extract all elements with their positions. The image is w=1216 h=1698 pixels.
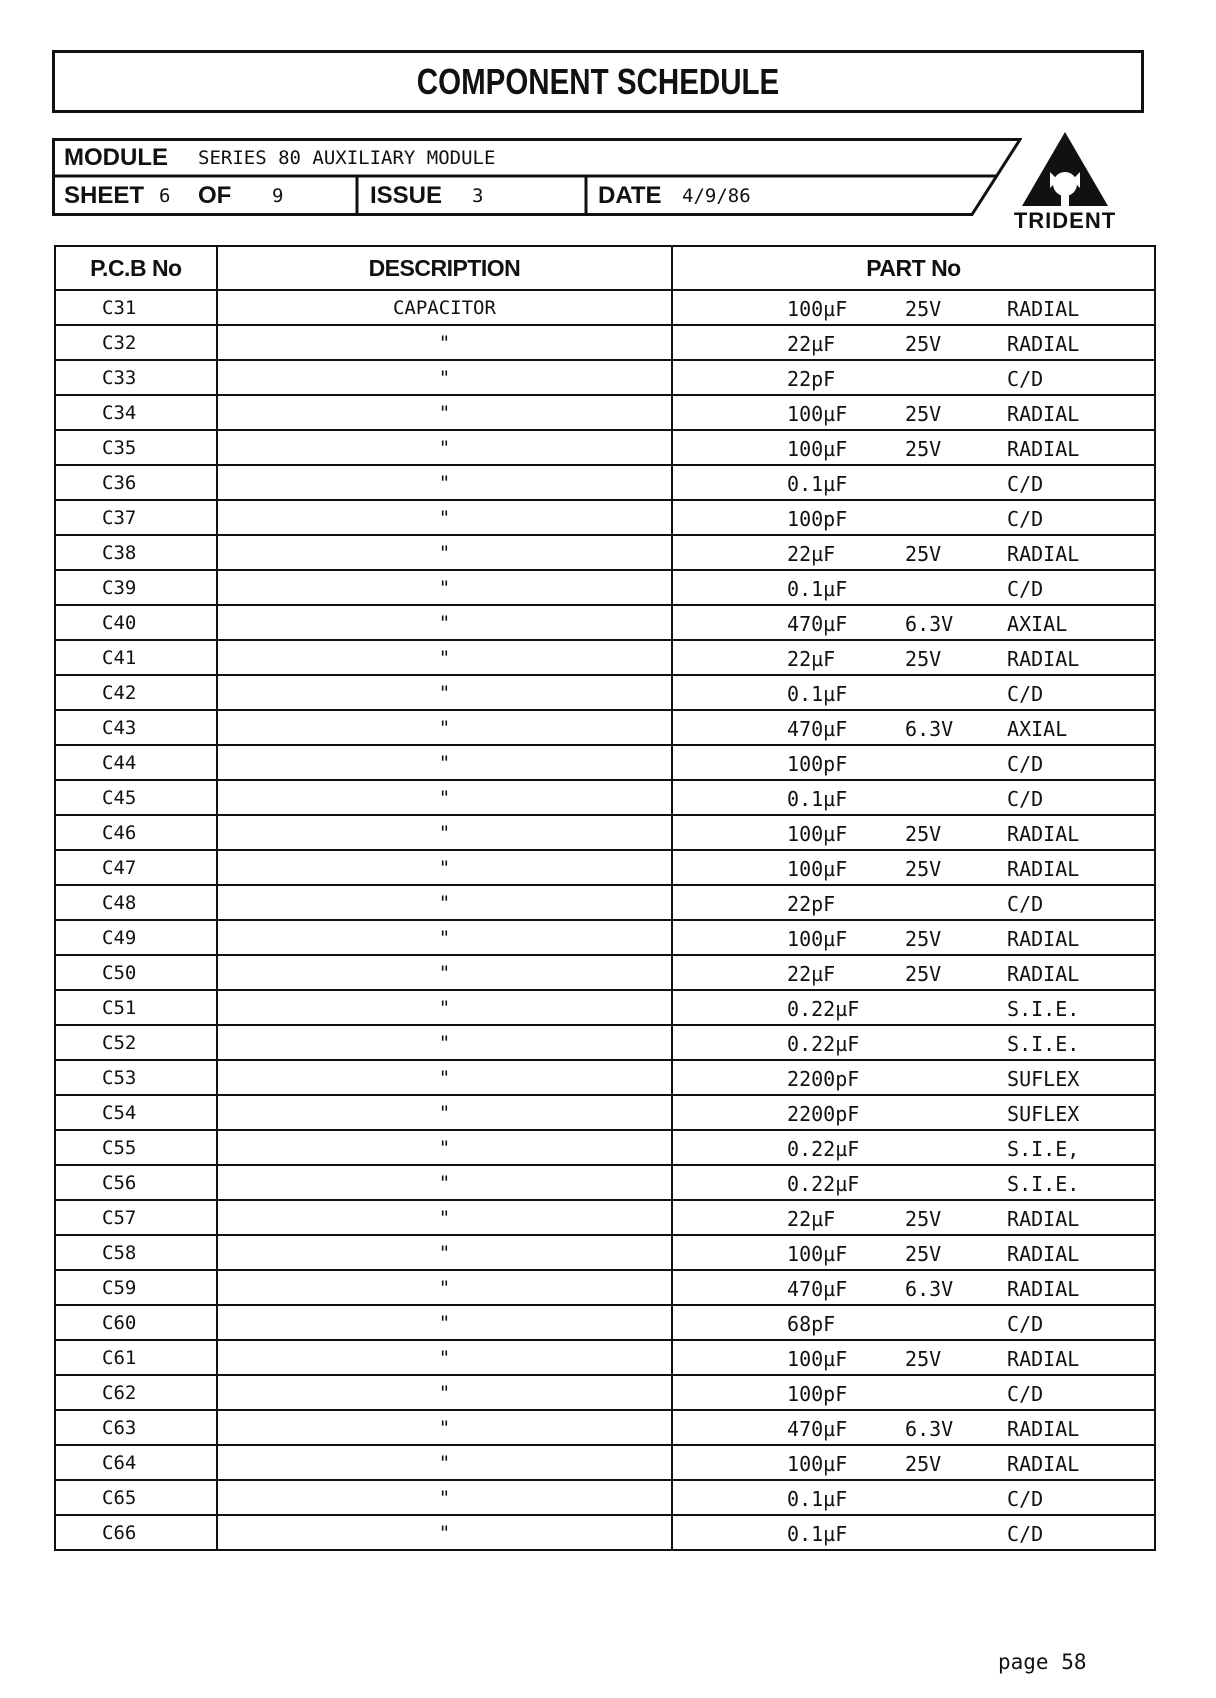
pcb-cell: C61 xyxy=(55,1340,217,1375)
description-cell: " xyxy=(217,570,672,605)
part-type: RADIAL xyxy=(1007,1347,1080,1371)
document-title xyxy=(52,50,1144,113)
module-label: MODULE xyxy=(64,144,168,171)
table-row xyxy=(55,745,1155,780)
table-row xyxy=(55,1165,1155,1200)
part-rating: 25V xyxy=(905,647,942,671)
description-cell: " xyxy=(217,1340,672,1375)
table-row xyxy=(55,885,1155,920)
part-no-cell xyxy=(672,500,1155,535)
pcb-cell: C41 xyxy=(55,640,217,675)
part-value: 100µF xyxy=(787,1347,848,1371)
part-no-cell xyxy=(672,570,1155,605)
part-type: RADIAL xyxy=(1007,647,1080,671)
part-no-cell xyxy=(672,605,1155,640)
description-cell: " xyxy=(217,955,672,990)
part-type: C/D xyxy=(1007,682,1044,706)
part-no-cell xyxy=(672,640,1155,675)
table-row xyxy=(55,675,1155,710)
part-no-cell xyxy=(672,465,1155,500)
part-rating: 25V xyxy=(905,1347,942,1371)
part-rating: 6.3V xyxy=(905,717,954,741)
description-cell: " xyxy=(217,1060,672,1095)
part-value: 100µF xyxy=(787,402,848,426)
description-cell: " xyxy=(217,675,672,710)
part-value: 470µF xyxy=(787,1417,848,1441)
pcb-cell: C52 xyxy=(55,1025,217,1060)
part-no-cell xyxy=(672,1480,1155,1515)
part-rating: 25V xyxy=(905,1452,942,1476)
part-no-cell xyxy=(672,1410,1155,1445)
part-value: 0.22µF xyxy=(787,1032,860,1056)
part-type: RADIAL xyxy=(1007,542,1080,566)
part-no-cell xyxy=(672,780,1155,815)
part-no-cell xyxy=(672,1095,1155,1130)
page-number: page 58 xyxy=(998,1650,1087,1674)
part-value: 100µF xyxy=(787,822,848,846)
pcb-cell: C45 xyxy=(55,780,217,815)
part-type: RADIAL xyxy=(1007,1207,1080,1231)
pcb-cell: C56 xyxy=(55,1165,217,1200)
table-row xyxy=(55,360,1155,395)
part-type: C/D xyxy=(1007,1522,1044,1546)
issue-value: 3 xyxy=(472,185,484,207)
part-value: 0.1µF xyxy=(787,577,848,601)
pcb-cell: C46 xyxy=(55,815,217,850)
pcb-cell: C39 xyxy=(55,570,217,605)
part-no-cell xyxy=(672,990,1155,1025)
table-row xyxy=(55,1410,1155,1445)
part-value: 100µF xyxy=(787,857,848,881)
part-rating: 6.3V xyxy=(905,1417,954,1441)
part-type: AXIAL xyxy=(1007,717,1068,741)
pcb-cell: C63 xyxy=(55,1410,217,1445)
part-type: C/D xyxy=(1007,1382,1044,1406)
part-no-cell xyxy=(672,1165,1155,1200)
table-row xyxy=(55,1445,1155,1480)
table-row xyxy=(55,570,1155,605)
header-block xyxy=(52,138,1022,216)
description-cell: " xyxy=(217,1515,672,1550)
table-row xyxy=(55,815,1155,850)
part-type: SUFLEX xyxy=(1007,1067,1080,1091)
part-no-cell xyxy=(672,1340,1155,1375)
part-rating: 6.3V xyxy=(905,612,954,636)
description-cell: " xyxy=(217,885,672,920)
part-type: C/D xyxy=(1007,472,1044,496)
part-type: RADIAL xyxy=(1007,297,1080,321)
part-no-cell xyxy=(672,1025,1155,1060)
part-type: C/D xyxy=(1007,507,1044,531)
header-description: DESCRIPTION xyxy=(217,246,672,290)
part-value: 22µF xyxy=(787,647,836,671)
part-type: RADIAL xyxy=(1007,332,1080,356)
part-type: RADIAL xyxy=(1007,822,1080,846)
pcb-cell: C49 xyxy=(55,920,217,955)
part-type: C/D xyxy=(1007,752,1044,776)
table-row xyxy=(55,430,1155,465)
part-type: S.I.E, xyxy=(1007,1137,1080,1161)
description-cell: " xyxy=(217,640,672,675)
part-value: 22µF xyxy=(787,962,836,986)
part-no-cell xyxy=(672,710,1155,745)
description-cell: " xyxy=(217,920,672,955)
table-row xyxy=(55,710,1155,745)
pcb-cell: C40 xyxy=(55,605,217,640)
part-value: 470µF xyxy=(787,1277,848,1301)
part-value: 100µF xyxy=(787,297,848,321)
table-row xyxy=(55,955,1155,990)
part-type: C/D xyxy=(1007,367,1044,391)
part-value: 2200pF xyxy=(787,1102,860,1126)
part-value: 0.1µF xyxy=(787,682,848,706)
pcb-cell: C32 xyxy=(55,325,217,360)
part-no-cell xyxy=(672,1060,1155,1095)
part-type: RADIAL xyxy=(1007,402,1080,426)
pcb-cell: C50 xyxy=(55,955,217,990)
part-value: 22pF xyxy=(787,367,836,391)
part-type: RADIAL xyxy=(1007,1417,1080,1441)
part-value: 2200pF xyxy=(787,1067,860,1091)
part-no-cell xyxy=(672,360,1155,395)
table-row xyxy=(55,1375,1155,1410)
pcb-cell: C57 xyxy=(55,1200,217,1235)
part-value: 0.1µF xyxy=(787,1487,848,1511)
part-rating: 25V xyxy=(905,1207,942,1231)
description-cell: " xyxy=(217,1025,672,1060)
description-cell: " xyxy=(217,1375,672,1410)
part-no-cell xyxy=(672,1200,1155,1235)
part-type: AXIAL xyxy=(1007,612,1068,636)
part-value: 22µF xyxy=(787,1207,836,1231)
part-no-cell xyxy=(672,745,1155,780)
pcb-cell: C36 xyxy=(55,465,217,500)
description-cell: " xyxy=(217,1445,672,1480)
issue-label: ISSUE xyxy=(370,182,443,209)
pcb-cell: C44 xyxy=(55,745,217,780)
part-no-cell xyxy=(672,1375,1155,1410)
description-cell: " xyxy=(217,1270,672,1305)
description-cell: " xyxy=(217,710,672,745)
description-cell: " xyxy=(217,395,672,430)
part-no-cell xyxy=(672,430,1155,465)
pcb-cell: C38 xyxy=(55,535,217,570)
table-row xyxy=(55,640,1155,675)
pcb-cell: C48 xyxy=(55,885,217,920)
description-cell: " xyxy=(217,1095,672,1130)
part-value: 470µF xyxy=(787,612,848,636)
part-type: RADIAL xyxy=(1007,1277,1080,1301)
pcb-cell: C66 xyxy=(55,1515,217,1550)
sheet-value: 6 xyxy=(159,185,171,207)
part-value: 0.1µF xyxy=(787,472,848,496)
part-value: 0.1µF xyxy=(787,1522,848,1546)
part-rating: 25V xyxy=(905,1242,942,1266)
part-rating: 25V xyxy=(905,857,942,881)
pcb-cell: C37 xyxy=(55,500,217,535)
part-value: 22pF xyxy=(787,892,836,916)
part-rating: 25V xyxy=(905,437,942,461)
of-value: 9 xyxy=(272,185,284,207)
pcb-cell: C33 xyxy=(55,360,217,395)
pcb-cell: C62 xyxy=(55,1375,217,1410)
part-no-cell xyxy=(672,850,1155,885)
table-row xyxy=(55,500,1155,535)
part-type: RADIAL xyxy=(1007,437,1080,461)
table-row xyxy=(55,780,1155,815)
title-text: COMPONENT SCHEDULE xyxy=(416,60,780,102)
date-label: DATE xyxy=(598,182,662,209)
part-type: C/D xyxy=(1007,787,1044,811)
description-cell: " xyxy=(217,1410,672,1445)
description-cell: " xyxy=(217,535,672,570)
part-value: 0.22µF xyxy=(787,997,860,1021)
table-row xyxy=(55,1270,1155,1305)
description-cell: " xyxy=(217,815,672,850)
part-value: 22µF xyxy=(787,542,836,566)
part-no-cell xyxy=(672,885,1155,920)
logo-wordmark: TRIDENT xyxy=(1013,208,1117,233)
description-cell: " xyxy=(217,1130,672,1165)
table-row xyxy=(55,1130,1155,1165)
part-rating: 25V xyxy=(905,962,942,986)
pcb-cell: C42 xyxy=(55,675,217,710)
table-row xyxy=(55,1515,1155,1550)
part-no-cell xyxy=(672,1235,1155,1270)
part-no-cell xyxy=(672,325,1155,360)
table-row xyxy=(55,1025,1155,1060)
part-value: 100µF xyxy=(787,927,848,951)
part-no-cell xyxy=(672,1445,1155,1480)
part-value: 100pF xyxy=(787,1382,848,1406)
pcb-cell: C34 xyxy=(55,395,217,430)
component-table xyxy=(54,245,1156,1551)
part-type: C/D xyxy=(1007,1487,1044,1511)
description-cell: " xyxy=(217,360,672,395)
part-no-cell xyxy=(672,1130,1155,1165)
table-header-row xyxy=(55,246,1155,290)
part-no-cell xyxy=(672,675,1155,710)
pcb-cell: C53 xyxy=(55,1060,217,1095)
pcb-cell: C60 xyxy=(55,1305,217,1340)
description-cell: " xyxy=(217,1305,672,1340)
part-type: SUFLEX xyxy=(1007,1102,1080,1126)
description-cell: " xyxy=(217,465,672,500)
part-value: 0.22µF xyxy=(787,1137,860,1161)
header-part-no: PART No xyxy=(672,246,1155,290)
pcb-cell: C58 xyxy=(55,1235,217,1270)
part-no-cell xyxy=(672,1515,1155,1550)
part-rating: 25V xyxy=(905,332,942,356)
part-no-cell xyxy=(672,920,1155,955)
sheet-label: SHEET xyxy=(64,182,145,209)
part-type: C/D xyxy=(1007,1312,1044,1336)
date-value: 4/9/86 xyxy=(682,185,751,207)
part-value: 68pF xyxy=(787,1312,836,1336)
part-type: C/D xyxy=(1007,892,1044,916)
table-row xyxy=(55,325,1155,360)
pcb-cell: C47 xyxy=(55,850,217,885)
pcb-cell: C59 xyxy=(55,1270,217,1305)
part-no-cell xyxy=(672,955,1155,990)
part-no-cell xyxy=(672,1270,1155,1305)
description-cell: " xyxy=(217,500,672,535)
part-value: 470µF xyxy=(787,717,848,741)
table-row xyxy=(55,1095,1155,1130)
description-cell: " xyxy=(217,850,672,885)
part-type: RADIAL xyxy=(1007,857,1080,881)
part-value: 100µF xyxy=(787,437,848,461)
table-row xyxy=(55,1305,1155,1340)
part-value: 100pF xyxy=(787,507,848,531)
part-rating: 6.3V xyxy=(905,1277,954,1301)
part-rating: 25V xyxy=(905,297,942,321)
description-cell: " xyxy=(217,990,672,1025)
part-no-cell xyxy=(672,1305,1155,1340)
header-pcb-no: P.C.B No xyxy=(55,246,217,290)
part-value: 22µF xyxy=(787,332,836,356)
of-label: OF xyxy=(198,182,232,209)
part-no-cell xyxy=(672,815,1155,850)
table-row xyxy=(55,1200,1155,1235)
description-cell: " xyxy=(217,745,672,780)
pcb-cell: C55 xyxy=(55,1130,217,1165)
description-cell: " xyxy=(217,1480,672,1515)
table-row xyxy=(55,465,1155,500)
table-row xyxy=(55,1480,1155,1515)
part-value: 100µF xyxy=(787,1242,848,1266)
part-rating: 25V xyxy=(905,402,942,426)
table-row xyxy=(55,850,1155,885)
part-type: C/D xyxy=(1007,577,1044,601)
description-cell: " xyxy=(217,1200,672,1235)
part-rating: 25V xyxy=(905,927,942,951)
table-row xyxy=(55,1340,1155,1375)
part-type: RADIAL xyxy=(1007,962,1080,986)
part-value: 100pF xyxy=(787,752,848,776)
part-value: 0.22µF xyxy=(787,1172,860,1196)
description-cell: CAPACITOR xyxy=(217,290,672,325)
pcb-cell: C35 xyxy=(55,430,217,465)
module-value: SERIES 80 AUXILIARY MODULE xyxy=(198,147,496,169)
table-row xyxy=(55,1235,1155,1270)
description-cell: " xyxy=(217,325,672,360)
part-value: 0.1µF xyxy=(787,787,848,811)
pcb-cell: C31 xyxy=(55,290,217,325)
part-no-cell xyxy=(672,290,1155,325)
description-cell: " xyxy=(217,1165,672,1200)
pcb-cell: C43 xyxy=(55,710,217,745)
part-rating: 25V xyxy=(905,822,942,846)
description-cell: " xyxy=(217,780,672,815)
description-cell: " xyxy=(217,430,672,465)
part-type: S.I.E. xyxy=(1007,1172,1080,1196)
pcb-cell: C54 xyxy=(55,1095,217,1130)
part-no-cell xyxy=(672,395,1155,430)
part-type: RADIAL xyxy=(1007,1242,1080,1266)
description-cell: " xyxy=(217,1235,672,1270)
table-row xyxy=(55,535,1155,570)
part-type: RADIAL xyxy=(1007,1452,1080,1476)
part-type: S.I.E. xyxy=(1007,997,1080,1021)
table-row xyxy=(55,1060,1155,1095)
part-rating: 25V xyxy=(905,542,942,566)
table-row xyxy=(55,605,1155,640)
table-row xyxy=(55,395,1155,430)
part-value: 100µF xyxy=(787,1452,848,1476)
pcb-cell: C65 xyxy=(55,1480,217,1515)
table-row xyxy=(55,920,1155,955)
pcb-cell: C51 xyxy=(55,990,217,1025)
part-type: S.I.E. xyxy=(1007,1032,1080,1056)
pcb-cell: C64 xyxy=(55,1445,217,1480)
table-row xyxy=(55,290,1155,325)
table-row xyxy=(55,990,1155,1025)
part-type: RADIAL xyxy=(1007,927,1080,951)
description-cell: " xyxy=(217,605,672,640)
part-no-cell xyxy=(672,535,1155,570)
